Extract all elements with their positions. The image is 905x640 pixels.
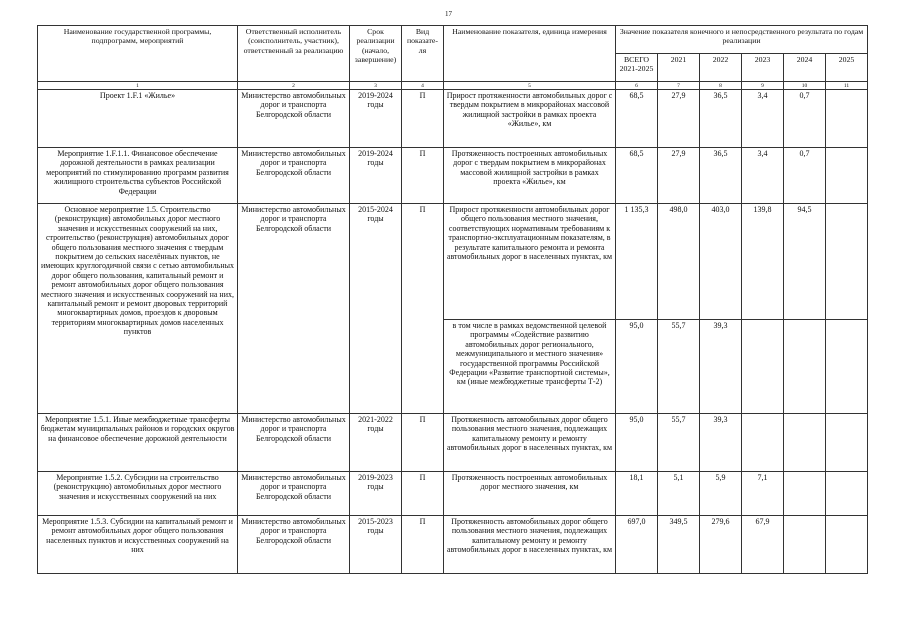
header-year: 2024 xyxy=(784,54,826,82)
value-cell xyxy=(826,414,868,472)
table-row xyxy=(38,472,868,516)
program-cell: Мероприятие 1.5.2. Субсидии на строительство (реконструкцию) автомобильных дорог местного значения и искусственных сооружений на них xyxy=(38,472,238,516)
header-year: 2023 xyxy=(742,54,784,82)
value-cell xyxy=(826,90,868,148)
total-cell: 1 135,3 xyxy=(616,204,658,320)
table-row xyxy=(38,148,868,204)
type-cell: П xyxy=(402,472,444,516)
total-cell: 68,5 xyxy=(616,148,658,204)
column-number: 4 xyxy=(402,82,444,90)
value-cell: 0,7 xyxy=(784,148,826,204)
total-cell: 697,0 xyxy=(616,516,658,574)
value-cell: 94,5 xyxy=(784,204,826,320)
column-number: 7 xyxy=(658,82,700,90)
value-cell xyxy=(826,204,868,320)
executor-cell: Министерство автомобильных дорог и транспорта Белгородской области xyxy=(238,90,350,148)
type-cell: П xyxy=(402,148,444,204)
header-type: Вид показате-ля xyxy=(402,26,444,82)
value-cell: 349,5 xyxy=(658,516,700,574)
executor-cell: Министерство автомобильных дорог и транспорта Белгородской области xyxy=(238,414,350,472)
column-number: 1 xyxy=(38,82,238,90)
column-number: 10 xyxy=(784,82,826,90)
total-cell: 18,1 xyxy=(616,472,658,516)
column-number: 9 xyxy=(742,82,784,90)
executor-cell: Министерство автомобильных дорог и транспорта Белгородской области xyxy=(238,516,350,574)
value-cell: 36,5 xyxy=(700,148,742,204)
value-cell: 27,9 xyxy=(658,148,700,204)
column-number: 2 xyxy=(238,82,350,90)
indicators-table xyxy=(37,25,868,574)
value-cell: 67,9 xyxy=(742,516,784,574)
header-total: ВСЕГО 2021-2025 xyxy=(616,54,658,82)
table-row xyxy=(38,90,868,148)
header-indicator: Наименование показателя, единица измерения xyxy=(444,26,616,82)
term-cell: 2019-2024 годы xyxy=(350,90,402,148)
indicator-cell: Прирост протяженности автомобильных дорог с твердым покрытием в микрорайонах массовой жилищной застройки в рамках проекта «Жилье», км xyxy=(444,90,616,148)
total-cell: 68,5 xyxy=(616,90,658,148)
type-cell: П xyxy=(402,414,444,472)
column-number: 3 xyxy=(350,82,402,90)
value-cell xyxy=(826,516,868,574)
indicator-cell: Протяженность построенных автомобильных дорог с твердым покрытием в микрорайонах массовой жилищной застройки в рамках проекта «Жилье», км xyxy=(444,148,616,204)
header-year: 2025 xyxy=(826,54,868,82)
column-number: 5 xyxy=(444,82,616,90)
column-number: 11 xyxy=(826,82,868,90)
value-cell xyxy=(784,414,826,472)
value-cell xyxy=(826,472,868,516)
header-program: Наименование государственной программы, подпрограмм, мероприятий xyxy=(38,26,238,82)
term-cell: 2021-2022 годы xyxy=(350,414,402,472)
value-cell: 39,3 xyxy=(700,320,742,414)
term-cell: 2015-2023 годы xyxy=(350,516,402,574)
value-cell xyxy=(784,320,826,414)
header-year: 2022 xyxy=(700,54,742,82)
header-executor: Ответственный исполнитель (соисполнитель, участник), ответственный за реализацию xyxy=(238,26,350,82)
value-cell: 279,6 xyxy=(700,516,742,574)
page-number: 17 xyxy=(445,10,452,18)
program-cell: Мероприятие 1.5.1. Иные межбюджетные трансферты бюджетам муниципальных районов и городских округов на финансовое обеспечение дорожной деятельности xyxy=(38,414,238,472)
header-values-group: Значение показателя конечного и непосредственного результата по годам реализации xyxy=(616,26,868,54)
type-cell: П xyxy=(402,90,444,148)
executor-cell: Министерство автомобильных дорог и транспорта Белгородской области xyxy=(238,472,350,516)
value-cell xyxy=(742,320,784,414)
value-cell: 3,4 xyxy=(742,148,784,204)
table-row xyxy=(38,204,868,320)
table-row xyxy=(38,414,868,472)
term-cell: 2019-2024 годы xyxy=(350,148,402,204)
value-cell: 36,5 xyxy=(700,90,742,148)
value-cell xyxy=(826,320,868,414)
indicator-cell: Протяженность автомобильных дорог общего пользования местного значения, подлежащих капитальному ремонту и ремонту автомобильных дорог в населенных пунктах, км xyxy=(444,516,616,574)
total-cell: 95,0 xyxy=(616,320,658,414)
header-year: 2021 xyxy=(658,54,700,82)
table-row xyxy=(38,516,868,574)
executor-cell: Министерство автомобильных дорог и транспорта Белгородской области xyxy=(238,204,350,414)
value-cell xyxy=(742,414,784,472)
value-cell: 7,1 xyxy=(742,472,784,516)
value-cell xyxy=(784,516,826,574)
value-cell: 403,0 xyxy=(700,204,742,320)
value-cell xyxy=(826,148,868,204)
indicator-cell: Протяженность построенных автомобильных дорог местного значения, км xyxy=(444,472,616,516)
term-cell: 2015-2024 годы xyxy=(350,204,402,414)
value-cell: 27,9 xyxy=(658,90,700,148)
value-cell: 0,7 xyxy=(784,90,826,148)
executor-cell: Министерство автомобильных дорог и транспорта Белгородской области xyxy=(238,148,350,204)
value-cell: 3,4 xyxy=(742,90,784,148)
indicator-cell: Прирост протяженности автомобильных дорог общего пользования местного значения, соответствующих нормативным требованиям к транспортно-эксплуатационным показателям, в результате капитального ремонта и ремонта автомобильных дорог в населенных пунктах, км xyxy=(444,204,616,320)
column-number: 8 xyxy=(700,82,742,90)
indicator-cell: Протяженность автомобильных дорог общего пользования местного значения, подлежащих капитальному ремонту и ремонту автомобильных дорог в населенных пунктах, км xyxy=(444,414,616,472)
column-number: 6 xyxy=(616,82,658,90)
indicator-cell: в том числе в рамках ведомственной целевой программы «Содействие развитию автомобильных дорог регионального, межмуниципального и местного значения» государственной программы Российской Федерации «Развитие транспортной системы», км (иные межбюджетные трансферты Т-2) xyxy=(444,320,616,414)
type-cell: П xyxy=(402,516,444,574)
value-cell: 5,1 xyxy=(658,472,700,516)
program-cell: Проект 1.F.1 «Жилье» xyxy=(38,90,238,148)
column-numbers-row xyxy=(38,82,868,90)
value-cell: 55,7 xyxy=(658,414,700,472)
program-cell: Основное мероприятие 1.5. Строительство (реконструкция) автомобильных дорог местного значения и искусственных сооружений на них, строительство (реконструкция) автомобильных дорог общего пользования местного значения с твердым покрытием до сельских населённых пунктов, не имеющих круглогодичной связи с сетью автомобильных дорог общего пользования, капитальный ремонт и ремонт автомобильных дорог общего пользования местного значения и искусственных сооружений на них, капитальный ремонт и ремонт дворовых территорий многоквартирных домов, проездов к дворовым территориям многоквартирных домов населенных пунктов xyxy=(38,204,238,414)
program-cell: Мероприятие 1.5.3. Субсидии на капитальный ремонт и ремонт автомобильных дорог общего пользования населенных пунктов и искусственных сооружений на них xyxy=(38,516,238,574)
total-cell: 95,0 xyxy=(616,414,658,472)
type-cell: П xyxy=(402,204,444,414)
header-term: Срок реализации (начало, завершение) xyxy=(350,26,402,82)
value-cell: 139,8 xyxy=(742,204,784,320)
value-cell: 55,7 xyxy=(658,320,700,414)
value-cell: 5,9 xyxy=(700,472,742,516)
program-cell: Мероприятие 1.F.1.1. Финансовое обеспечение дорожной деятельности в рамках реализации мероприятий по стимулированию программ развития жилищного строительства субъектов Российской Федерации xyxy=(38,148,238,204)
value-cell xyxy=(784,472,826,516)
value-cell: 498,0 xyxy=(658,204,700,320)
value-cell: 39,3 xyxy=(700,414,742,472)
term-cell: 2019-2023 годы xyxy=(350,472,402,516)
